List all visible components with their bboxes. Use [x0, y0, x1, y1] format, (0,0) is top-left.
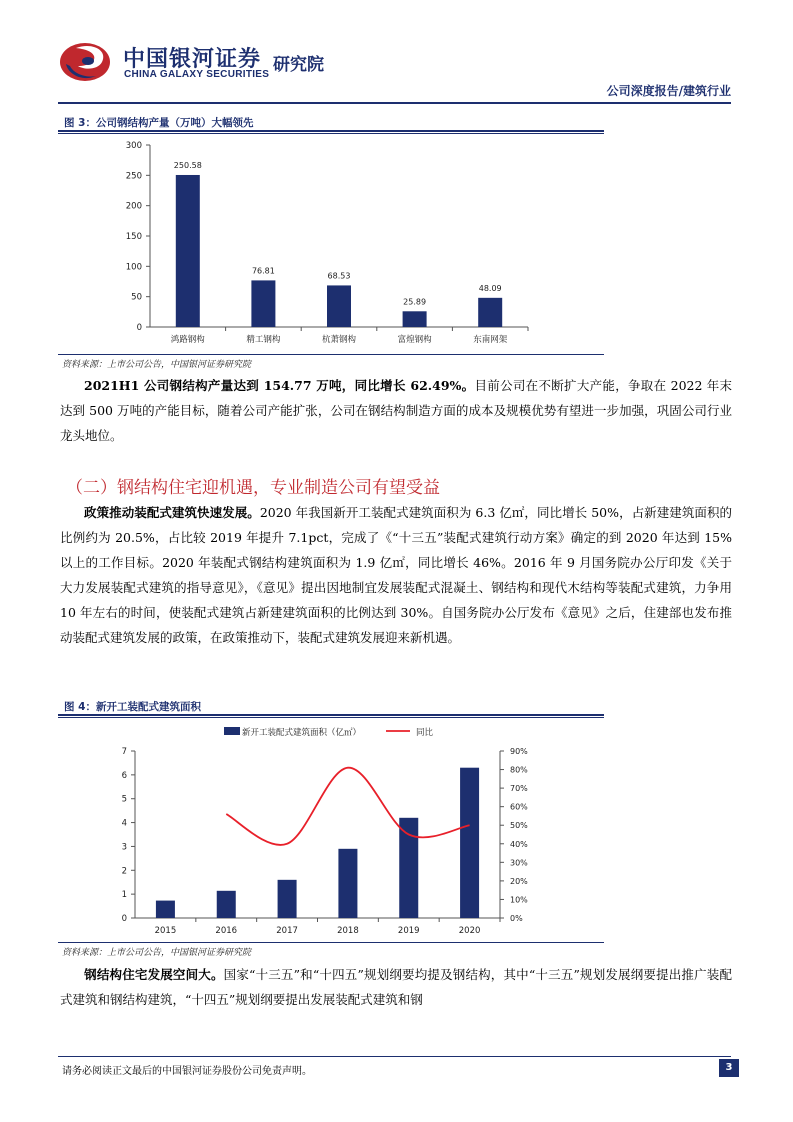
data-label: 68.53	[327, 271, 351, 281]
right-tick-label: 40%	[510, 839, 528, 849]
bar	[399, 818, 418, 918]
category-label: 2015	[154, 926, 177, 936]
paragraph-policy	[60, 500, 732, 650]
logo-text-cn: 中国银河证券	[123, 47, 262, 72]
category-label: 东南网架	[473, 335, 508, 345]
figure4-source: 资料来源：上市公司公告，中国银河证券研究院	[62, 948, 252, 958]
legend-bar-swatch	[224, 727, 240, 735]
legend-bar-label: 新开工装配式建筑面积（亿㎡）	[242, 728, 362, 738]
category-label: 2020	[458, 926, 481, 936]
data-label: 76.81	[251, 266, 275, 276]
right-tick-label: 10%	[510, 895, 528, 905]
figure3-top-rule	[58, 130, 604, 134]
figure4-title: 图 4：新开工装配式建筑面积	[64, 701, 201, 713]
category-label: 2017	[276, 926, 298, 936]
y-tick-label: 200	[125, 201, 142, 212]
figure4-top-rule	[58, 714, 604, 718]
paragraph-steel-housing	[60, 962, 732, 1012]
right-tick-label: 0%	[510, 914, 523, 923]
bar	[460, 768, 479, 918]
left-tick-label: 1	[121, 890, 127, 901]
data-label: 48.09	[478, 283, 502, 293]
figure4-chart	[100, 720, 560, 940]
paragraph-lead: 政策推动装配式建筑快速发展。	[84, 505, 260, 520]
legend-line-label: 同比	[416, 728, 434, 738]
left-tick-label: 5	[121, 794, 127, 805]
category-label: 杭萧钢构	[321, 335, 357, 345]
left-tick-label: 3	[121, 842, 127, 853]
right-tick-label: 70%	[510, 784, 528, 794]
right-tick-label: 80%	[510, 765, 528, 775]
paragraph-lead: 2021H1 公司钢结构产量达到 154.77 万吨，同比增长 62.49%。	[84, 378, 475, 393]
category-label: 2019	[397, 926, 420, 936]
bar	[278, 880, 297, 918]
right-tick-label: 20%	[510, 876, 528, 886]
left-tick-label: 2	[121, 866, 127, 877]
right-tick-label: 50%	[510, 821, 528, 831]
footer-divider	[58, 1056, 731, 1057]
bar	[156, 901, 175, 918]
header-divider	[58, 102, 731, 104]
bar	[478, 298, 502, 327]
institute-label: 研究院	[273, 55, 324, 75]
figure3-source: 资料来源：上市公司公告，中国银河证券研究院	[62, 360, 252, 370]
yoy-line	[226, 768, 469, 845]
figure3-chart	[110, 136, 540, 350]
bar	[217, 891, 236, 918]
left-tick-label: 0	[121, 914, 127, 924]
right-tick-label: 30%	[510, 858, 528, 868]
bar	[338, 849, 357, 918]
paragraph-body: 国家“十三五”和“十四五”规划纲要均提及钢结构，其中“十三五”规划发展纲要提出推广装配式建筑和钢结构建筑，“十四五”规划纲要提出发展装配式建筑和钢	[60, 967, 732, 1007]
y-tick-label: 300	[125, 141, 142, 151]
bar	[176, 175, 200, 327]
paragraph-steel-output	[60, 373, 732, 448]
y-tick-label: 50	[131, 292, 142, 303]
paragraph-body: 目前公司在不断扩大产能，争取在 2022 年末达到 500 万吨的产能目标，随着公司产能扩张，公司在钢结构制造方面的成本及规模优势有望进一步加强，巩固公司行业龙头地位。	[60, 378, 732, 443]
paragraph-lead: 钢结构住宅发展空间大。	[84, 967, 224, 982]
category-label: 2018	[337, 926, 359, 936]
figure3-title: 图 3：公司钢结构产量（万吨）大幅领先	[64, 117, 254, 129]
category-label: 2016	[215, 926, 238, 936]
section-heading: （二）钢结构住宅迎机遇，专业制造公司有望受益	[66, 478, 440, 498]
figure3-bottom-rule	[58, 354, 604, 355]
y-tick-label: 250	[125, 171, 142, 182]
category-label: 精工钢构	[246, 335, 281, 345]
right-tick-label: 90%	[510, 747, 528, 756]
report-type: 公司深度报告/建筑行业	[606, 84, 731, 98]
bar	[251, 280, 275, 327]
footer-disclaimer: 请务必阅读正文最后的中国银河证券股份公司免责声明。	[62, 1066, 312, 1077]
galaxy-logo-icon	[58, 40, 116, 84]
data-label: 25.89	[403, 297, 427, 307]
paragraph-body: 2020 年我国新开工装配式建筑面积为 6.3 亿㎡，同比增长 50%，占新建建筑面积的比例约为 20.5%，占比较 2019 年提升 7.1pct，完成了《“十三五”装配式建筑行动方案》确定的到 2020 年达到 15%以上的工作目标。2020 年装配式钢结构建筑面积为 1.9 亿㎡，同比增长 46%。2016 年 9 月国务院办公厅印发《关于大力发展装配式建筑的指导意见》，《意见》提出因地制宜发展装配式混凝土、钢结构和现代木结构等装配式建筑，力争用 10 年左右的时间，使装配式建筑占新建建筑面积的比例达到 30%。自国务院办公厅发布《意见》之后，住建部也发布推动装配式建筑发展的政策，在政策推动下，装配式建筑发展迎来新机遇。	[60, 505, 732, 645]
right-tick-label: 60%	[510, 802, 528, 812]
logo-text-en: CHINA GALAXY SECURITIES	[124, 69, 270, 80]
left-tick-label: 7	[121, 747, 127, 757]
category-label: 富煌钢构	[397, 335, 432, 345]
left-tick-label: 6	[121, 770, 127, 781]
data-label: 250.58	[173, 160, 202, 170]
y-tick-label: 0	[136, 323, 142, 333]
bar	[327, 285, 351, 327]
y-tick-label: 100	[125, 262, 142, 273]
page-number: 3	[719, 1059, 739, 1077]
bar	[403, 311, 427, 327]
category-label: 鸿路钢构	[170, 335, 205, 345]
figure4-bottom-rule	[58, 942, 604, 943]
left-tick-label: 4	[121, 818, 127, 829]
y-tick-label: 150	[125, 232, 142, 242]
